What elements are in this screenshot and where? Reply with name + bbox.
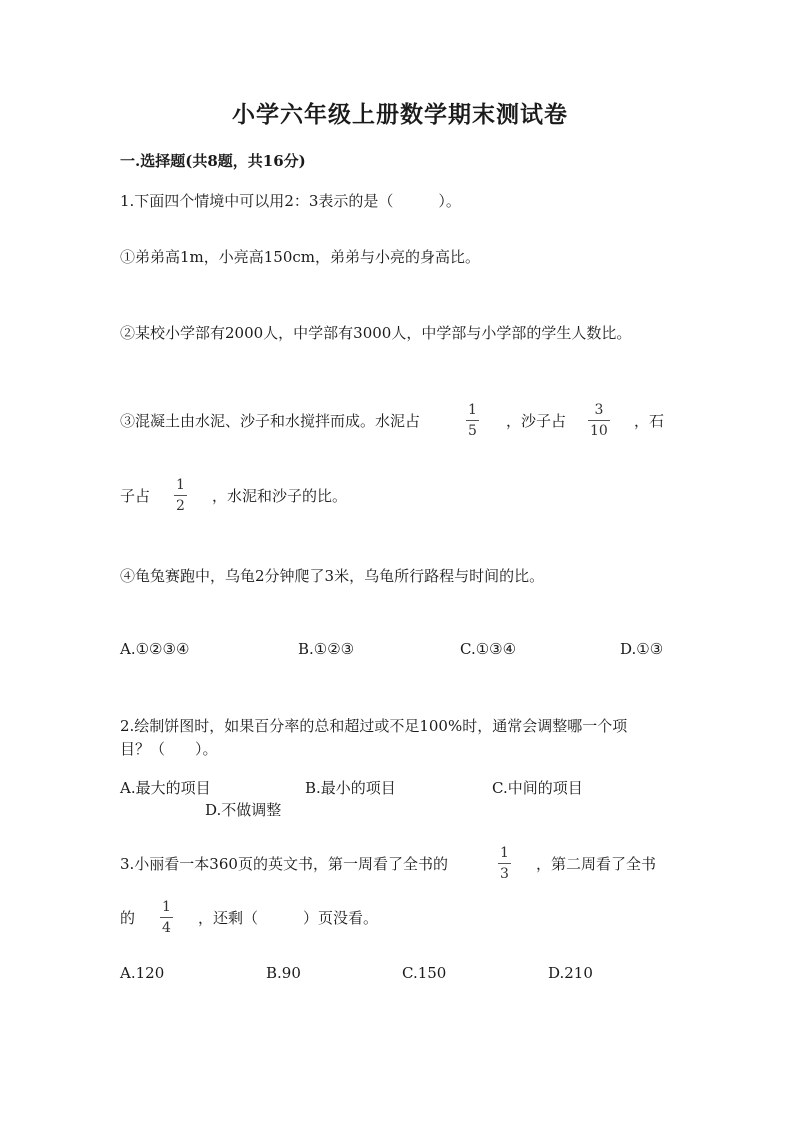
fraction-bar bbox=[498, 863, 511, 864]
fraction-numerator: 1 bbox=[500, 845, 509, 861]
q1-statement-3-part-c: ，石 bbox=[634, 412, 665, 430]
q2-option-b[interactable]: B.最小的项目 bbox=[305, 779, 396, 797]
q1-statement-3-part-e: ，水泥和沙子的比。 bbox=[212, 487, 348, 505]
fraction-bar bbox=[466, 420, 479, 421]
fraction-denominator: 5 bbox=[468, 423, 477, 439]
q3-option-a[interactable]: A.120 bbox=[120, 964, 165, 982]
q1-statement-3-part-d: 子占 bbox=[120, 487, 151, 505]
q1-fraction-sand bbox=[588, 402, 610, 439]
q1-statement-2: ②某校小学部有2000人，中学部有3000人，中学部与小学部的学生人数比。 bbox=[120, 324, 632, 342]
fraction-numerator: 1 bbox=[162, 899, 171, 915]
q1-statement-3-part-b: ，沙子占 bbox=[506, 412, 567, 430]
q2-stem-line-2: 目？（ ）。 bbox=[120, 740, 218, 758]
q3-stem-part-a: 3.小丽看一本360页的英文书，第一周看了全书的 bbox=[120, 855, 448, 873]
q1-stem: 1.下面四个情境中可以用2：3表示的是（ ）。 bbox=[120, 192, 461, 210]
q2-option-d[interactable]: D.不做调整 bbox=[205, 801, 282, 819]
q2-stem-line-1: 2.绘制饼图时，如果百分率的总和超过或不足100%时，通常会调整哪一个项 bbox=[120, 717, 628, 735]
q3-fraction-week-1 bbox=[498, 845, 511, 882]
q3-fraction-week-2 bbox=[160, 899, 173, 936]
q1-statement-4: ④龟兔赛跑中，乌龟2分钟爬了3米，乌龟所行路程与时间的比。 bbox=[120, 567, 545, 585]
q3-stem-part-d: ，还剩（ ）页没看。 bbox=[198, 909, 379, 927]
section-heading: 一.选择题(共8题，共16分) bbox=[120, 152, 306, 170]
fraction-denominator: 2 bbox=[176, 498, 185, 514]
q2-option-a[interactable]: A.最大的项目 bbox=[120, 779, 211, 797]
page-title: 小学六年级上册数学期末测试卷 bbox=[232, 101, 568, 128]
q1-option-d[interactable]: D.①③ bbox=[620, 640, 664, 658]
fraction-denominator: 10 bbox=[590, 423, 608, 439]
fraction-bar bbox=[160, 917, 173, 918]
q1-statement-1: ①弟弟高1m，小亮高150cm，弟弟与小亮的身高比。 bbox=[120, 248, 481, 266]
fraction-denominator: 3 bbox=[500, 866, 509, 882]
q1-statement-3-part-a: ③混凝土由水泥、沙子和水搅拌而成。水泥占 bbox=[120, 412, 421, 430]
q3-option-d[interactable]: D.210 bbox=[548, 964, 593, 982]
fraction-numerator: 3 bbox=[594, 402, 604, 418]
fraction-numerator: 1 bbox=[468, 402, 477, 418]
q1-fraction-cement bbox=[466, 402, 479, 439]
q1-option-a[interactable]: A.①②③④ bbox=[120, 640, 190, 658]
q1-fraction-stone bbox=[174, 477, 187, 514]
q1-option-b[interactable]: B.①②③ bbox=[298, 640, 355, 658]
fraction-bar bbox=[174, 495, 187, 496]
q3-stem-part-b: ，第二周看了全书 bbox=[536, 855, 657, 873]
fraction-denominator: 4 bbox=[162, 920, 171, 936]
fraction-bar bbox=[588, 420, 610, 421]
q1-option-c[interactable]: C.①③④ bbox=[460, 640, 517, 658]
fraction-numerator: 1 bbox=[176, 477, 185, 493]
q3-option-c[interactable]: C.150 bbox=[402, 964, 447, 982]
q2-option-c[interactable]: C.中间的项目 bbox=[492, 779, 583, 797]
q3-stem-part-c: 的 bbox=[120, 909, 136, 927]
q3-option-b[interactable]: B.90 bbox=[266, 964, 301, 982]
